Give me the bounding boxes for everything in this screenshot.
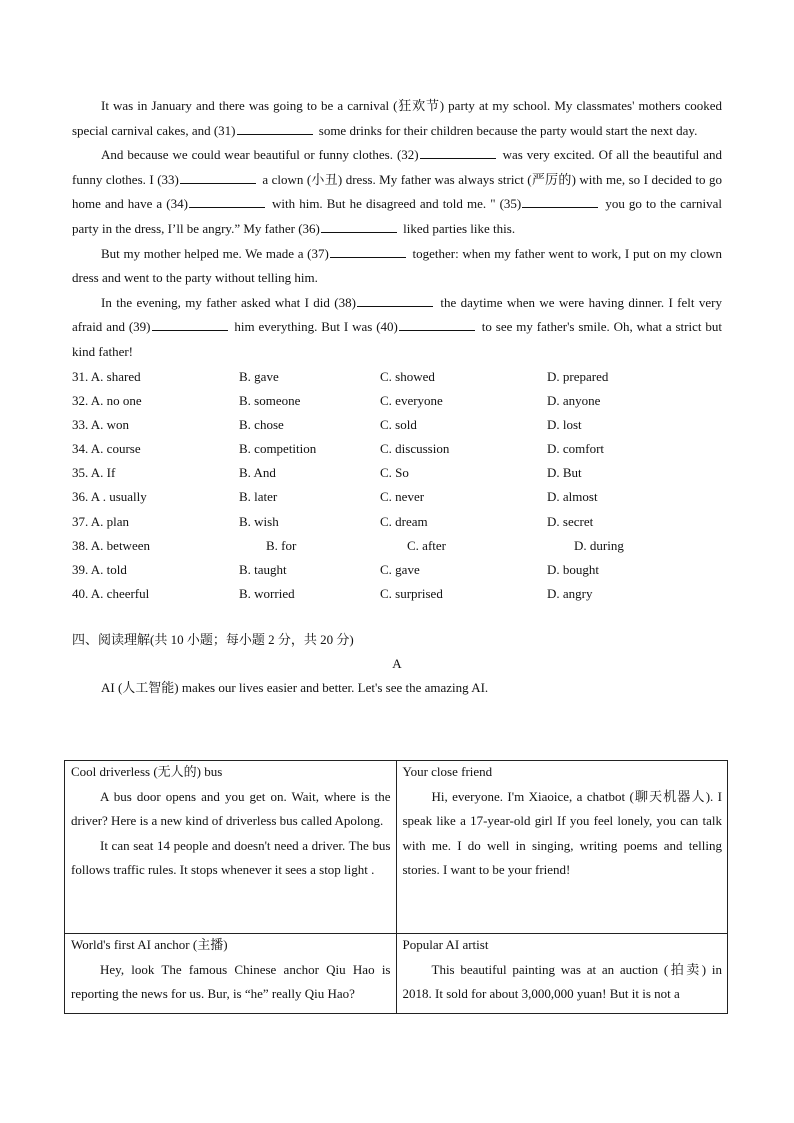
answer-options: [72, 365, 722, 607]
cell-title: Your close friend: [402, 764, 493, 779]
option-row: [72, 534, 722, 558]
option-row: [72, 510, 722, 534]
option-d[interactable]: D. lost: [547, 416, 582, 432]
blank-40[interactable]: [399, 319, 475, 331]
cell-text: This beautiful painting was at an auction (拍卖) in 2018. It sold for about 3,000,000 yuan! But it is not a: [402, 962, 722, 1002]
blank-31[interactable]: [237, 123, 313, 135]
cell-text: Hi, everyone. I'm Xiaoice, a chatbot (聊天机器人). I speak like a 17-year-old girl If you feel lonely, you can talk with me. I do well in singing, writing poems and telling stories. I want to be your friend!: [402, 789, 722, 877]
option-b[interactable]: B. chose: [239, 416, 284, 432]
option-b[interactable]: B. competition: [239, 441, 317, 457]
cell-ai-anchor: [65, 934, 397, 1014]
option-a[interactable]: 32. A. no one: [72, 392, 142, 408]
blank-37[interactable]: [330, 246, 406, 258]
paragraph-1: It was in January and there was going to be a carnival (狂欢节) party at my school. My classmates' mothers cooked special carnival cakes, and (31) some drinks for their children because the party would start the next day.: [72, 98, 722, 138]
ai-info-table: [64, 760, 728, 1014]
option-d[interactable]: D. bought: [547, 562, 599, 578]
option-b[interactable]: B. someone: [239, 392, 301, 408]
option-c[interactable]: C. showed: [380, 368, 435, 384]
cell-text: It can seat 14 people and doesn't need a driver. The bus follows traffic rules. It stops whenever it sees a stop light .: [71, 837, 391, 877]
option-d[interactable]: D. But: [547, 465, 582, 481]
option-row: [72, 389, 722, 413]
option-d[interactable]: D. prepared: [547, 368, 609, 384]
cell-text: Hey, look The famous Chinese anchor Qiu Hao is reporting the news for us. Bur, is “he” really Qiu Hao?: [71, 962, 391, 1002]
option-c[interactable]: C. after: [407, 537, 446, 553]
option-a[interactable]: 31. A. shared: [72, 368, 141, 384]
option-row: [72, 365, 722, 389]
blank-33[interactable]: [180, 172, 256, 184]
option-d[interactable]: D. almost: [547, 489, 598, 505]
blank-39[interactable]: [152, 319, 228, 331]
option-b[interactable]: B. taught: [239, 562, 287, 578]
option-a[interactable]: 36. A . usually: [72, 489, 147, 505]
cloze-passage: [72, 94, 722, 700]
option-d[interactable]: D. comfort: [547, 441, 605, 457]
option-row: [72, 485, 722, 509]
option-a[interactable]: 33. A. won: [72, 416, 130, 432]
passage-intro: AI (人工智能) makes our lives easier and better. Let's see the amazing AI.: [101, 680, 489, 696]
option-row: [72, 558, 722, 582]
paragraph-3: But my mother helped me. We made a (37) together: when my father went to work, I put on my clown dress and went to the party without telling him.: [72, 245, 722, 286]
cell-ai-artist: [396, 934, 728, 1014]
blank-36[interactable]: [321, 221, 397, 233]
option-c[interactable]: C. never: [380, 489, 425, 505]
option-a[interactable]: 40. A. cheerful: [72, 586, 150, 602]
option-c[interactable]: C. dream: [380, 513, 428, 529]
option-d[interactable]: D. anyone: [547, 392, 601, 408]
option-c[interactable]: C. gave: [380, 562, 420, 578]
option-d[interactable]: D. angry: [547, 586, 593, 602]
option-row: [72, 437, 722, 461]
blank-38[interactable]: [357, 295, 433, 307]
option-b[interactable]: B. worried: [239, 586, 295, 602]
option-a[interactable]: 34. A. course: [72, 441, 141, 457]
option-b[interactable]: B. later: [239, 489, 278, 505]
cell-title: Cool driverless (无人的) bus: [71, 764, 223, 779]
section-heading: 四、阅读理解(共 10 小题；每小题 2 分，共 20 分): [72, 632, 354, 648]
paragraph-4: In the evening, my father asked what I did (38) the daytime when we were having dinner. I felt very afraid and (39) him everything. But I was (40) to see my father's smile. Oh, what a strict but kind father!: [72, 294, 722, 359]
option-row: [72, 413, 722, 437]
cell-driverless-bus: [65, 761, 397, 934]
option-a[interactable]: 39. A. told: [72, 562, 127, 578]
option-row: [72, 461, 722, 485]
option-row: [72, 582, 722, 606]
option-c[interactable]: C. sold: [380, 416, 417, 432]
option-c[interactable]: C. discussion: [380, 441, 450, 457]
cell-title: World's first AI anchor (主播): [71, 937, 228, 952]
blank-34[interactable]: [189, 196, 265, 208]
passage-letter: A: [392, 656, 402, 672]
option-a[interactable]: 35. A. If: [72, 465, 116, 481]
option-b[interactable]: B. wish: [239, 513, 279, 529]
cell-title: Popular AI artist: [402, 937, 489, 952]
option-c[interactable]: C. everyone: [380, 392, 443, 408]
option-c[interactable]: C. surprised: [380, 586, 443, 602]
option-b[interactable]: B. And: [239, 465, 276, 481]
option-c[interactable]: C. So: [380, 465, 409, 481]
paragraph-2: And because we could wear beautiful or funny clothes. (32) was very excited. Of all the beautiful and funny clothes. I (33) a clown (小丑) dress. My father was always strict (严厉的) with me, so I decided to go home and have a (34) with him. But he disagreed and told me. " (35) you go to the carnival party in the dress, I’ll be angry.” My father (36) liked parties like this.: [72, 147, 723, 236]
blank-32[interactable]: [420, 147, 496, 159]
option-b[interactable]: B. gave: [239, 368, 279, 384]
option-d[interactable]: D. during: [574, 537, 624, 553]
option-a[interactable]: 38. A. between: [72, 537, 150, 553]
option-d[interactable]: D. secret: [547, 513, 594, 529]
option-a[interactable]: 37. A. plan: [72, 513, 130, 529]
blank-35[interactable]: [522, 196, 598, 208]
option-b[interactable]: B. for: [266, 537, 297, 553]
cell-text: A bus door opens and you get on. Wait, where is the driver? Here is a new kind of driverless bus called Apolong.: [71, 789, 391, 829]
cell-close-friend: [396, 761, 728, 934]
